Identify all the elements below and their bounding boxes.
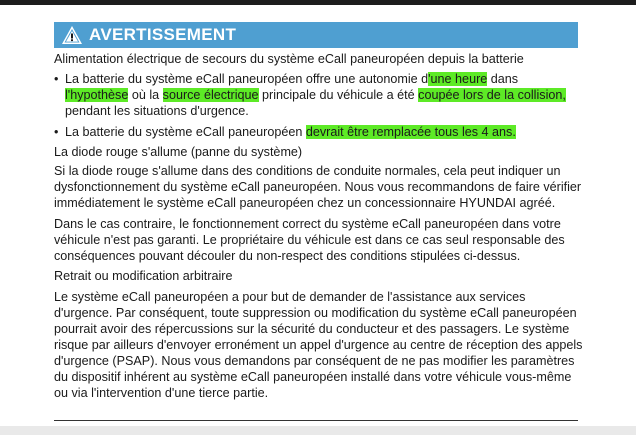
- bottom-edge: [0, 426, 636, 435]
- paragraph: Le système eCall paneuropéen a pour but de demander de l'assistance aux services d'urgence. Par conséquent, toute suppression ou modification du système eCall paneuropéen pourrait avoir des répercussions sur la sécurité du conducteur et des passagers. Le système risque par ailleurs d'envoyer erronément un appel d'urgence au centre de réception des appels d'urgence (PSAP). Nous vous demandons par conséquent de ne pas modifier les paramètres du dispositif inhérent au système eCall paneuropéen installé dans votre véhicule vous-même ou via l'intervention d'une tierce partie.: [54, 290, 583, 400]
- bullet-dot: •: [54, 125, 59, 139]
- section-heading-red-diode: La diode rouge s'allume (panne du système): [54, 145, 303, 159]
- warning-triangle-icon: [61, 25, 83, 45]
- text-run: principale du véhicule a été: [258, 88, 419, 102]
- paragraph: Si la diode rouge s'allume dans des conditions de conduite normales, cela peut indiquer un dysfonctionnement du système eCall paneuropéen. Nous vous recommandons de faire vérifier immédiatement le système eCall paneuropéen chez un concessionnaire HYUNDAI agréé.: [54, 164, 582, 210]
- text-run: La batterie du système eCall paneuropéen offre une autonomie d: [65, 72, 429, 86]
- bullet-item-battery-replacement: [54, 124, 584, 140]
- intro-text: Alimentation électrique de secours du système eCall paneuropéen depuis la batterie: [54, 52, 524, 66]
- bottom-rule: [54, 420, 578, 421]
- text-run: dans: [487, 72, 519, 86]
- highlight: devrait être remplacée tous les 4 ans.: [305, 125, 516, 139]
- warning-content: [54, 51, 584, 401]
- text-run: où la: [128, 88, 163, 102]
- highlight: 'une heure: [428, 72, 488, 86]
- paragraph: Dans le cas contraire, le fonctionnement correct du système eCall paneuropéen dans votre véhicule n'est pas garanti. Le propriétaire du véhicule est dans ce cas seul responsable des conséquences pouvant découler du non-respect des conditions stipulées ci-dessus.: [54, 217, 565, 263]
- banner-title: AVERTISSEMENT: [89, 25, 237, 44]
- highlight: source électrique: [162, 88, 259, 102]
- section-heading-removal: Retrait ou modification arbitraire: [54, 269, 233, 283]
- text-run: pendant les situations d'urgence.: [65, 104, 249, 118]
- bullet-dot: •: [54, 72, 59, 86]
- warning-banner: [54, 22, 578, 48]
- bullet-item-battery-autonomy: [54, 71, 584, 119]
- highlight: coupée lors de la collision,: [418, 88, 566, 102]
- highlight: l'hypothèse: [65, 88, 129, 102]
- text-run: La batterie du système eCall paneuropéen: [65, 125, 306, 139]
